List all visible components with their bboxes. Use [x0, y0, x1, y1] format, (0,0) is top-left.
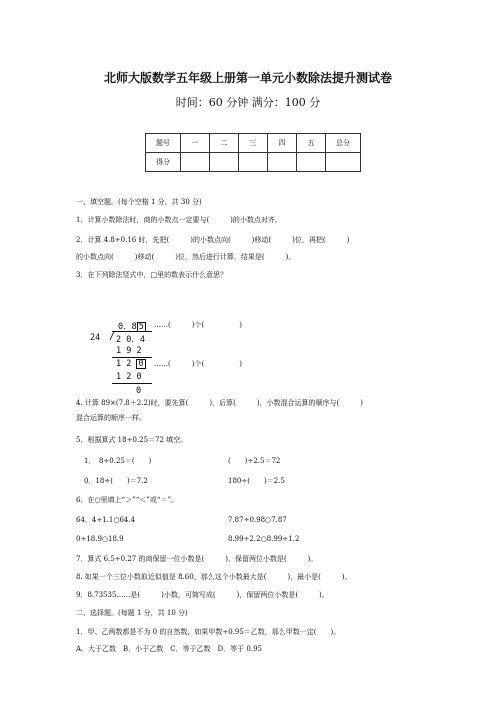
division-step-2: 1 2 0 — [116, 359, 144, 369]
score-header-cell: 总分 — [326, 134, 361, 153]
score-row-label: 得分 — [146, 153, 181, 172]
division-step-1: 1 9 2 — [116, 346, 142, 356]
choice-question-1: 1．甲、乙两数都是不为 0 的自然数，如果甲数÷0.95＝乙数，那么甲数一定( )。 — [76, 628, 341, 636]
division-remainder: 0 — [136, 386, 142, 396]
section2-heading: 二、选择题。(每题 1 分，共 10 分) — [76, 609, 188, 617]
score-header-cell: 一 — [181, 134, 210, 153]
score-header-cell: 题号 — [146, 134, 181, 153]
question-2-line-1: 2．计算 4.8÷0.16 时，先把( )的小数点向( )移动( )位，再把( ) — [76, 236, 350, 244]
score-table — [145, 133, 361, 172]
division-note-1: ……( )个( ) — [154, 321, 242, 329]
question-4-line-1: 4. 计算 89×(7.8＋2.2)时，要先算( )，后算( )，小数混合运算的顺序与( ) — [76, 399, 364, 407]
question-6-item-4: 8.99÷2.2○8.99÷1.2 — [228, 535, 300, 543]
score-entry-cell[interactable] — [268, 153, 297, 172]
score-header-cell: 二 — [210, 134, 239, 153]
score-entry-cell[interactable] — [239, 153, 268, 172]
step-digit-box: 0 — [138, 359, 144, 369]
score-header-cell: 五 — [297, 134, 326, 153]
question-7: 7．算式 6.5÷0.27 的商保留一位小数是( )，保留两位小数是( )。 — [76, 555, 318, 563]
question-5: 5．根据算式 18÷0.25＝72 填空。 — [76, 436, 188, 444]
score-entry-cell[interactable] — [181, 153, 210, 172]
division-dividend: 2 0．4 — [116, 335, 145, 345]
question-9: 9．8.73535……是( )小数，可简写成( )，保留两位小数是( )。 — [76, 591, 329, 599]
division-note-2: ……( )个( ) — [154, 360, 242, 368]
quotient-digit-box: 5 — [138, 322, 144, 332]
division-rule-1 — [112, 357, 152, 358]
question-5-item-3: 0．18÷( )＝7.2 — [84, 477, 148, 485]
exam-info: 时间：60 分钟 满分：100 分 — [175, 96, 321, 109]
division-rule-2 — [112, 383, 152, 384]
question-8: 8. 如果一个三位小数取近似值是 8.60，那么这个小数最大是( )，最小是( )。 — [76, 573, 352, 581]
question-2-line-2: 的小数点向( )移动( )位，然后进行计算，结果是( )。 — [76, 253, 296, 261]
question-5-item-1: 1． 8÷0.25＝( ) — [84, 457, 152, 465]
division-bracket: / — [109, 331, 116, 342]
question-6-item-2: 7.87÷0.98○7.87 — [228, 516, 287, 524]
division-divisor: 24 — [90, 333, 101, 343]
question-5-item-2: ( )÷2.5＝72 — [228, 457, 281, 465]
question-5-item-4: 180÷( )＝2.5 — [228, 477, 285, 485]
question-6-item-1: 64．4÷1.1○64.4 — [76, 516, 136, 524]
page-title: 北师大版数学五年级上册第一单元小数除法提升测试卷 — [103, 71, 392, 85]
section1-heading: 一、填空题。(每个空格 1 分，共 30 分) — [76, 198, 202, 206]
score-table-header-row — [146, 134, 361, 153]
question-4-line-2: 混合运算的顺序一样。 — [76, 414, 146, 422]
question-3: 3．在下列除法竖式中，□里的数表示什么意思？ — [76, 271, 228, 279]
division-step-3: 1 2 0 — [116, 372, 142, 382]
division-bracket-bar — [112, 331, 152, 332]
choice-question-1-options: A．大于乙数 B．小于乙数 C．等于乙数 D．等于 0.95 — [76, 645, 262, 653]
question-1: 1．计算小数除法时，商的小数点一定要与( )的小数点对齐。 — [76, 216, 282, 224]
score-entry-cell[interactable] — [210, 153, 239, 172]
question-6: 6．在○里填上“＞”“＜”或“＝”。 — [76, 496, 179, 504]
score-entry-cell[interactable] — [297, 153, 326, 172]
score-table-score-row — [146, 153, 361, 172]
score-header-cell: 三 — [239, 134, 268, 153]
score-entry-cell[interactable] — [326, 153, 361, 172]
score-header-cell: 四 — [268, 134, 297, 153]
question-6-item-3: 0÷18.9○18.9 — [76, 535, 124, 543]
division-quotient: 0．8 5 — [118, 322, 144, 332]
